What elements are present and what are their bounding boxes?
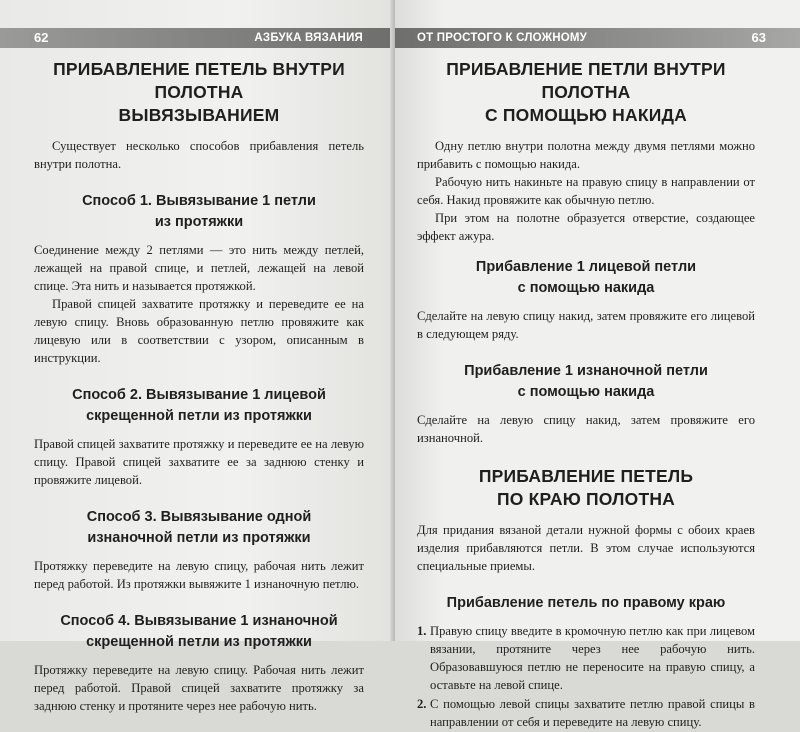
left-running-title: АЗБУКА ВЯЗАНИЯ — [254, 32, 363, 44]
edge-paragraph: Для придания вязаной детали нужной формы с обоих краев изделия прибавляются петли. В этом случае используются специальные приемы. — [417, 523, 755, 573]
list-item: 1. Правую спицу введите в кромочную петлю как при лицевом вязании, протяните через нее рабочую нить. Образовавшуюся петлю не переносите на правую спицу, а оставьте на левой спице. — [417, 624, 755, 692]
left-title-line2: ВЫВЯЗЫВАНИЕМ — [118, 105, 280, 125]
right-running-header — [395, 28, 800, 48]
left-intro: Существует несколько способов прибавления петель внутри полотна. — [34, 139, 364, 171]
right-paragraph3: При этом на полотне образуется отверстие, создающее эффект ажура. — [417, 211, 755, 243]
knit-increase-paragraph: Сделайте на левую спицу накид, затем провяжите его лицевой в следующем ряду. — [417, 309, 755, 341]
right-paragraph1: Одну петлю внутри полотна между двумя петлями можно прибавить с помощью накида. — [417, 139, 755, 171]
right-page-number: 63 — [751, 30, 766, 45]
purl-increase-paragraph: Сделайте на левую спицу накид, затем провяжите его изнаночной. — [417, 413, 755, 445]
right-running-title: ОТ ПРОСТОГО К СЛОЖНОМУ — [417, 32, 587, 44]
method4-paragraph: Протяжку переведите на левую спицу. Рабочая нить лежит перед работой. Правой спицей захватите протяжку за заднюю стенку и протяните через нее рабочую нить. — [34, 663, 364, 713]
left-section-title — [34, 58, 364, 127]
right-page — [395, 0, 800, 729]
method3-heading: Способ 3. Вывязывание одной изнаночной петли из протяжки — [86, 509, 312, 546]
left-page-number: 62 — [34, 30, 49, 45]
method2-paragraph: Правой спицей захватите протяжку и переведите ее на левую спицу. Правой спицей захватите ее за заднюю стенку и провяжите лицевой. — [34, 437, 364, 487]
method4-heading: Способ 4. Вывязывание 1 изнаночной скрещенной петли из протяжки — [60, 613, 338, 650]
right-content — [417, 58, 755, 732]
left-page — [0, 0, 393, 713]
left-running-header — [0, 28, 393, 48]
right-section-title: ПРИБАВЛЕНИЕ ПЕТЛИ ВНУТРИ ПОЛОТНА С ПОМОЩЬЮ НАКИДА — [446, 59, 726, 125]
method1-paragraph1: Соединение между 2 петлями — это нить между петлей, лежащей на правой спице, и петлей, лежащей на левой спице. Эта нить и называется протяжкой. — [34, 243, 364, 293]
method2-heading: Способ 2. Вывязывание 1 лицевой скрещенной петли из протяжки — [72, 387, 326, 424]
method1-paragraph2: Правой спицей захватите протяжку и переведите ее на левую спицу. Вновь образованную петлю провяжите как лицевую или в соответствии с узором, описанным в инструкции. — [34, 297, 364, 365]
knit-increase-heading: Прибавление 1 лицевой петли с помощью накида — [475, 259, 697, 296]
left-content — [34, 58, 364, 715]
method1-heading: Способ 1. Вывязывание 1 петли из протяжки — [82, 193, 316, 230]
right-paragraph2: Рабочую нить накиньте на правую спицу в направлении от себя. Накид провяжите как обычную петлю. — [417, 175, 755, 207]
edge-section-title: ПРИБАВЛЕНИЕ ПЕТЕЛЬ ПО КРАЮ ПОЛОТНА — [478, 466, 694, 509]
method3-paragraph: Протяжку переведите на левую спицу, рабочая нить лежит перед работой. Из протяжки вывяжите 1 изнаночную петлю. — [34, 559, 364, 591]
right-edge-heading: Прибавление петель по правому краю — [446, 595, 726, 611]
purl-increase-heading: Прибавление 1 изнаночной петли с помощью накида — [464, 363, 708, 400]
left-title-line1: ПРИБАВЛЕНИЕ ПЕТЕЛЬ ВНУТРИ ПОЛОТНА — [53, 59, 345, 102]
list-item: 2. С помощью левой спицы захватите петлю правой спицы в направлении от себя и переведите на левую спицу. — [417, 697, 755, 729]
right-edge-steps — [417, 622, 755, 731]
